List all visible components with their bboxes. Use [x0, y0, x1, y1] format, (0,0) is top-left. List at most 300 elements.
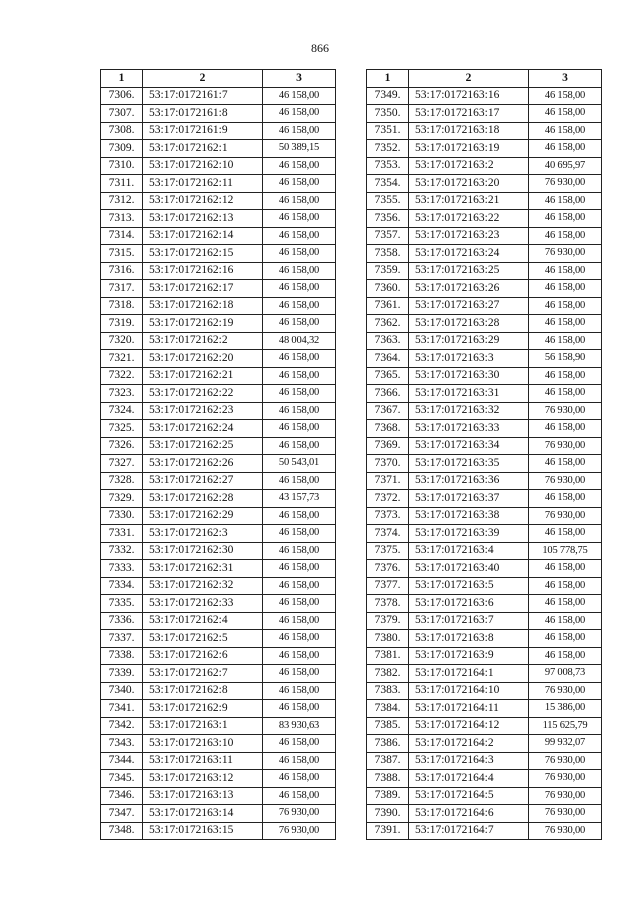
- cadastral-value: 46 158,00: [263, 402, 336, 420]
- row-number: 7347.: [101, 805, 143, 823]
- cadastral-number: 53:17:0172163:5: [409, 577, 529, 595]
- table-row: [367, 350, 602, 368]
- table-row: [101, 595, 336, 613]
- cadastral-number: 53:17:0172162:24: [143, 420, 263, 438]
- cadastral-value: 46 158,00: [263, 542, 336, 560]
- row-number: 7349.: [367, 87, 409, 105]
- row-number: 7376.: [367, 560, 409, 578]
- cadastral-number: 53:17:0172163:28: [409, 315, 529, 333]
- cadastral-number: 53:17:0172162:16: [143, 262, 263, 280]
- row-number: 7390.: [367, 805, 409, 823]
- table-row: [367, 822, 602, 840]
- cadastral-number: 53:17:0172162:22: [143, 385, 263, 403]
- cadastral-value: 46 158,00: [529, 315, 602, 333]
- cadastral-value: 76 930,00: [529, 805, 602, 823]
- cadastral-number: 53:17:0172162:3: [143, 525, 263, 543]
- row-number: 7327.: [101, 455, 143, 473]
- cadastral-number: 53:17:0172163:8: [409, 630, 529, 648]
- table-row: [367, 630, 602, 648]
- table-row: [367, 560, 602, 578]
- cadastral-number: 53:17:0172164:1: [409, 665, 529, 683]
- row-number: 7334.: [101, 577, 143, 595]
- cadastral-table-left: [100, 69, 336, 840]
- cadastral-value: 46 158,00: [529, 210, 602, 228]
- table-row: [101, 630, 336, 648]
- table-row: [101, 140, 336, 158]
- cadastral-value: 46 158,00: [529, 122, 602, 140]
- cadastral-value: 46 158,00: [263, 437, 336, 455]
- cadastral-number: 53:17:0172163:27: [409, 297, 529, 315]
- row-number: 7378.: [367, 595, 409, 613]
- cadastral-value: 46 158,00: [529, 647, 602, 665]
- cadastral-value: 76 930,00: [529, 245, 602, 263]
- row-number: 7379.: [367, 612, 409, 630]
- cadastral-value: 97 008,73: [529, 665, 602, 683]
- cadastral-number: 53:17:0172163:21: [409, 192, 529, 210]
- cadastral-number: 53:17:0172162:13: [143, 210, 263, 228]
- row-number: 7367.: [367, 402, 409, 420]
- row-number: 7371.: [367, 472, 409, 490]
- cadastral-number: 53:17:0172163:7: [409, 612, 529, 630]
- table-row: [101, 507, 336, 525]
- cadastral-number: 53:17:0172164:3: [409, 752, 529, 770]
- cadastral-value: 76 930,00: [529, 507, 602, 525]
- cadastral-value: 76 930,00: [263, 805, 336, 823]
- column-header-value: 3: [263, 70, 336, 88]
- cadastral-value: 46 158,00: [263, 87, 336, 105]
- cadastral-number: 53:17:0172163:1: [143, 717, 263, 735]
- table-row: [367, 297, 602, 315]
- table-row: [367, 647, 602, 665]
- row-number: 7333.: [101, 560, 143, 578]
- table-row: [101, 735, 336, 753]
- table-row: [367, 472, 602, 490]
- row-number: 7386.: [367, 735, 409, 753]
- cadastral-number: 53:17:0172164:6: [409, 805, 529, 823]
- row-number: 7335.: [101, 595, 143, 613]
- column-header-number: 1: [101, 70, 143, 88]
- cadastral-table-right: [366, 69, 602, 840]
- table-row: [367, 315, 602, 333]
- cadastral-value: 46 158,00: [263, 612, 336, 630]
- row-number: 7353.: [367, 157, 409, 175]
- row-number: 7336.: [101, 612, 143, 630]
- row-number: 7356.: [367, 210, 409, 228]
- cadastral-number: 53:17:0172162:19: [143, 315, 263, 333]
- table-row: [101, 367, 336, 385]
- table-row: [101, 315, 336, 333]
- cadastral-value: 46 158,00: [263, 525, 336, 543]
- row-number: 7323.: [101, 385, 143, 403]
- row-number: 7391.: [367, 822, 409, 840]
- cadastral-value: 46 158,00: [529, 262, 602, 280]
- cadastral-number: 53:17:0172163:13: [143, 787, 263, 805]
- cadastral-number: 53:17:0172163:12: [143, 770, 263, 788]
- row-number: 7368.: [367, 420, 409, 438]
- column-header-cadastral: 2: [143, 70, 263, 88]
- table-row: [367, 770, 602, 788]
- cadastral-value: 46 158,00: [529, 280, 602, 298]
- cadastral-number: 53:17:0172164:5: [409, 787, 529, 805]
- table-row: [101, 105, 336, 123]
- row-number: 7377.: [367, 577, 409, 595]
- row-number: 7324.: [101, 402, 143, 420]
- cadastral-value: 76 930,00: [529, 770, 602, 788]
- cadastral-value: 46 158,00: [529, 630, 602, 648]
- row-number: 7340.: [101, 682, 143, 700]
- cadastral-value: 46 158,00: [263, 700, 336, 718]
- cadastral-number: 53:17:0172163:6: [409, 595, 529, 613]
- row-number: 7344.: [101, 752, 143, 770]
- cadastral-number: 53:17:0172163:25: [409, 262, 529, 280]
- table-row: [101, 647, 336, 665]
- row-number: 7306.: [101, 87, 143, 105]
- cadastral-number: 53:17:0172162:4: [143, 612, 263, 630]
- cadastral-number: 53:17:0172163:32: [409, 402, 529, 420]
- cadastral-value: 76 930,00: [529, 682, 602, 700]
- row-number: 7321.: [101, 350, 143, 368]
- row-number: 7375.: [367, 542, 409, 560]
- table-row: [101, 542, 336, 560]
- cadastral-number: 53:17:0172163:31: [409, 385, 529, 403]
- table-row: [101, 385, 336, 403]
- cadastral-number: 53:17:0172163:17: [409, 105, 529, 123]
- cadastral-number: 53:17:0172162:18: [143, 297, 263, 315]
- table-row: [101, 175, 336, 193]
- cadastral-value: 46 158,00: [263, 560, 336, 578]
- cadastral-value: 46 158,00: [263, 507, 336, 525]
- cadastral-value: 46 158,00: [263, 420, 336, 438]
- table-row: [367, 595, 602, 613]
- row-number: 7358.: [367, 245, 409, 263]
- row-number: 7370.: [367, 455, 409, 473]
- table-row: [367, 157, 602, 175]
- cadastral-value: 46 158,00: [529, 297, 602, 315]
- cadastral-value: 46 158,00: [263, 752, 336, 770]
- cadastral-value: 46 158,00: [529, 140, 602, 158]
- row-number: 7366.: [367, 385, 409, 403]
- row-number: 7322.: [101, 367, 143, 385]
- table-row: [101, 752, 336, 770]
- cadastral-number: 53:17:0172164:12: [409, 717, 529, 735]
- table-row: [101, 227, 336, 245]
- row-number: 7308.: [101, 122, 143, 140]
- row-number: 7318.: [101, 297, 143, 315]
- row-number: 7328.: [101, 472, 143, 490]
- row-number: 7369.: [367, 437, 409, 455]
- row-number: 7310.: [101, 157, 143, 175]
- cadastral-value: 46 158,00: [263, 157, 336, 175]
- cadastral-number: 53:17:0172162:5: [143, 630, 263, 648]
- table-row: [367, 437, 602, 455]
- cadastral-number: 53:17:0172163:2: [409, 157, 529, 175]
- cadastral-number: 53:17:0172162:33: [143, 595, 263, 613]
- cadastral-number: 53:17:0172163:10: [143, 735, 263, 753]
- table-row: [101, 297, 336, 315]
- cadastral-value: 46 158,00: [529, 227, 602, 245]
- cadastral-number: 53:17:0172162:28: [143, 490, 263, 508]
- row-number: 7382.: [367, 665, 409, 683]
- table-row: [101, 87, 336, 105]
- table-row: [101, 787, 336, 805]
- cadastral-value: 46 158,00: [263, 367, 336, 385]
- cadastral-number: 53:17:0172163:24: [409, 245, 529, 263]
- cadastral-value: 46 158,00: [529, 332, 602, 350]
- cadastral-number: 53:17:0172162:25: [143, 437, 263, 455]
- row-number: 7316.: [101, 262, 143, 280]
- row-number: 7360.: [367, 280, 409, 298]
- table-row: [101, 700, 336, 718]
- table-row: [367, 735, 602, 753]
- cadastral-value: 46 158,00: [529, 192, 602, 210]
- row-number: 7312.: [101, 192, 143, 210]
- cadastral-value: 105 778,75: [529, 542, 602, 560]
- row-number: 7357.: [367, 227, 409, 245]
- cadastral-number: 53:17:0172163:4: [409, 542, 529, 560]
- cadastral-number: 53:17:0172162:8: [143, 682, 263, 700]
- table-row: [101, 612, 336, 630]
- cadastral-number: 53:17:0172163:18: [409, 122, 529, 140]
- cadastral-number: 53:17:0172164:4: [409, 770, 529, 788]
- cadastral-value: 43 157,73: [263, 490, 336, 508]
- table-row: [367, 542, 602, 560]
- cadastral-value: 46 158,00: [263, 297, 336, 315]
- cadastral-value: 46 158,00: [529, 420, 602, 438]
- cadastral-value: 46 158,00: [529, 525, 602, 543]
- row-number: 7384.: [367, 700, 409, 718]
- cadastral-number: 53:17:0172164:2: [409, 735, 529, 753]
- table-row: [367, 227, 602, 245]
- row-number: 7342.: [101, 717, 143, 735]
- table-row: [367, 787, 602, 805]
- row-number: 7387.: [367, 752, 409, 770]
- column-header-number: 1: [367, 70, 409, 88]
- cadastral-number: 53:17:0172163:37: [409, 490, 529, 508]
- row-number: 7364.: [367, 350, 409, 368]
- cadastral-value: 46 158,00: [263, 262, 336, 280]
- table-row: [367, 752, 602, 770]
- cadastral-value: 46 158,00: [529, 560, 602, 578]
- row-number: 7385.: [367, 717, 409, 735]
- cadastral-number: 53:17:0172164:7: [409, 822, 529, 840]
- table-row: [367, 420, 602, 438]
- row-number: 7380.: [367, 630, 409, 648]
- cadastral-value: 76 930,00: [529, 822, 602, 840]
- cadastral-value: 50 389,15: [263, 140, 336, 158]
- table-row: [101, 332, 336, 350]
- row-number: 7352.: [367, 140, 409, 158]
- cadastral-value: 46 158,00: [263, 105, 336, 123]
- row-number: 7354.: [367, 175, 409, 193]
- table-row: [101, 437, 336, 455]
- row-number: 7329.: [101, 490, 143, 508]
- cadastral-value: 46 158,00: [529, 367, 602, 385]
- table-row: [101, 525, 336, 543]
- cadastral-value: 76 930,00: [529, 752, 602, 770]
- cadastral-value: 46 158,00: [263, 630, 336, 648]
- cadastral-number: 53:17:0172163:14: [143, 805, 263, 823]
- table-row: [101, 245, 336, 263]
- cadastral-number: 53:17:0172162:27: [143, 472, 263, 490]
- cadastral-number: 53:17:0172163:26: [409, 280, 529, 298]
- row-number: 7388.: [367, 770, 409, 788]
- cadastral-number: 53:17:0172163:40: [409, 560, 529, 578]
- table-row: [101, 490, 336, 508]
- row-number: 7317.: [101, 280, 143, 298]
- cadastral-number: 53:17:0172162:10: [143, 157, 263, 175]
- row-number: 7363.: [367, 332, 409, 350]
- table-row: [101, 420, 336, 438]
- cadastral-value: 46 158,00: [263, 385, 336, 403]
- table-row: [367, 87, 602, 105]
- cadastral-value: 46 158,00: [263, 787, 336, 805]
- row-number: 7383.: [367, 682, 409, 700]
- row-number: 7350.: [367, 105, 409, 123]
- table-row: [367, 700, 602, 718]
- cadastral-number: 53:17:0172163:15: [143, 822, 263, 840]
- row-number: 7355.: [367, 192, 409, 210]
- cadastral-value: 115 625,79: [529, 717, 602, 735]
- cadastral-number: 53:17:0172163:22: [409, 210, 529, 228]
- cadastral-value: 50 543,01: [263, 455, 336, 473]
- cadastral-number: 53:17:0172162:2: [143, 332, 263, 350]
- cadastral-value: 76 930,00: [529, 437, 602, 455]
- row-number: 7309.: [101, 140, 143, 158]
- cadastral-number: 53:17:0172162:30: [143, 542, 263, 560]
- cadastral-number: 53:17:0172163:23: [409, 227, 529, 245]
- cadastral-number: 53:17:0172162:12: [143, 192, 263, 210]
- cadastral-value: 76 930,00: [529, 787, 602, 805]
- row-number: 7348.: [101, 822, 143, 840]
- row-number: 7343.: [101, 735, 143, 753]
- cadastral-number: 53:17:0172162:1: [143, 140, 263, 158]
- cadastral-value: 46 158,00: [263, 647, 336, 665]
- row-number: 7381.: [367, 647, 409, 665]
- cadastral-value: 46 158,00: [529, 87, 602, 105]
- cadastral-number: 53:17:0172164:10: [409, 682, 529, 700]
- row-number: 7373.: [367, 507, 409, 525]
- row-number: 7351.: [367, 122, 409, 140]
- cadastral-value: 46 158,00: [529, 612, 602, 630]
- cadastral-value: 46 158,00: [263, 227, 336, 245]
- row-number: 7338.: [101, 647, 143, 665]
- row-number: 7359.: [367, 262, 409, 280]
- cadastral-number: 53:17:0172161:7: [143, 87, 263, 105]
- row-number: 7315.: [101, 245, 143, 263]
- row-number: 7325.: [101, 420, 143, 438]
- cadastral-value: 46 158,00: [263, 280, 336, 298]
- row-number: 7320.: [101, 332, 143, 350]
- table-row: [101, 455, 336, 473]
- row-number: 7345.: [101, 770, 143, 788]
- cadastral-number: 53:17:0172163:36: [409, 472, 529, 490]
- cadastral-value: 48 004,32: [263, 332, 336, 350]
- row-number: 7330.: [101, 507, 143, 525]
- table-row: [367, 577, 602, 595]
- cadastral-number: 53:17:0172163:29: [409, 332, 529, 350]
- table-row: [101, 122, 336, 140]
- cadastral-number: 53:17:0172162:17: [143, 280, 263, 298]
- table-row: [101, 262, 336, 280]
- table-body-right: [367, 87, 602, 840]
- table-row: [367, 280, 602, 298]
- cadastral-value: 46 158,00: [263, 192, 336, 210]
- row-number: 7307.: [101, 105, 143, 123]
- row-number: 7319.: [101, 315, 143, 333]
- cadastral-number: 53:17:0172162:32: [143, 577, 263, 595]
- row-number: 7374.: [367, 525, 409, 543]
- table-row: [101, 770, 336, 788]
- cadastral-value: 99 932,07: [529, 735, 602, 753]
- table-row: [101, 805, 336, 823]
- cadastral-number: 53:17:0172163:30: [409, 367, 529, 385]
- cadastral-value: 76 930,00: [529, 402, 602, 420]
- cadastral-number: 53:17:0172163:19: [409, 140, 529, 158]
- table-row: [101, 577, 336, 595]
- cadastral-value: 46 158,00: [529, 385, 602, 403]
- cadastral-number: 53:17:0172163:20: [409, 175, 529, 193]
- row-number: 7362.: [367, 315, 409, 333]
- table-row: [367, 122, 602, 140]
- cadastral-value: 15 386,00: [529, 700, 602, 718]
- row-number: 7372.: [367, 490, 409, 508]
- cadastral-number: 53:17:0172162:11: [143, 175, 263, 193]
- table-row: [367, 245, 602, 263]
- table-row: [101, 665, 336, 683]
- row-number: 7337.: [101, 630, 143, 648]
- table-row: [367, 175, 602, 193]
- cadastral-number: 53:17:0172162:20: [143, 350, 263, 368]
- cadastral-value: 46 158,00: [263, 122, 336, 140]
- cadastral-number: 53:17:0172163:35: [409, 455, 529, 473]
- table-row: [367, 805, 602, 823]
- table-row: [101, 192, 336, 210]
- table-header-row: [101, 70, 336, 88]
- row-number: 7339.: [101, 665, 143, 683]
- cadastral-number: 53:17:0172163:3: [409, 350, 529, 368]
- cadastral-number: 53:17:0172164:11: [409, 700, 529, 718]
- table-row: [367, 192, 602, 210]
- table-row: [101, 210, 336, 228]
- cadastral-value: 46 158,00: [529, 455, 602, 473]
- cadastral-value: 46 158,00: [263, 350, 336, 368]
- cadastral-number: 53:17:0172162:23: [143, 402, 263, 420]
- cadastral-value: 46 158,00: [263, 682, 336, 700]
- column-header-cadastral: 2: [409, 70, 529, 88]
- cadastral-value: 46 158,00: [263, 577, 336, 595]
- cadastral-number: 53:17:0172162:31: [143, 560, 263, 578]
- cadastral-number: 53:17:0172161:9: [143, 122, 263, 140]
- row-number: 7326.: [101, 437, 143, 455]
- table-row: [367, 525, 602, 543]
- cadastral-number: 53:17:0172163:33: [409, 420, 529, 438]
- table-row: [101, 157, 336, 175]
- cadastral-value: 46 158,00: [263, 770, 336, 788]
- cadastral-value: 46 158,00: [529, 595, 602, 613]
- row-number: 7314.: [101, 227, 143, 245]
- row-number: 7389.: [367, 787, 409, 805]
- cadastral-value: 46 158,00: [263, 665, 336, 683]
- cadastral-value: 76 930,00: [529, 175, 602, 193]
- table-row: [101, 560, 336, 578]
- table-row: [367, 140, 602, 158]
- table-row: [101, 402, 336, 420]
- table-row: [367, 262, 602, 280]
- table-row: [367, 665, 602, 683]
- row-number: 7341.: [101, 700, 143, 718]
- cadastral-value: 46 158,00: [263, 210, 336, 228]
- table-row: [367, 367, 602, 385]
